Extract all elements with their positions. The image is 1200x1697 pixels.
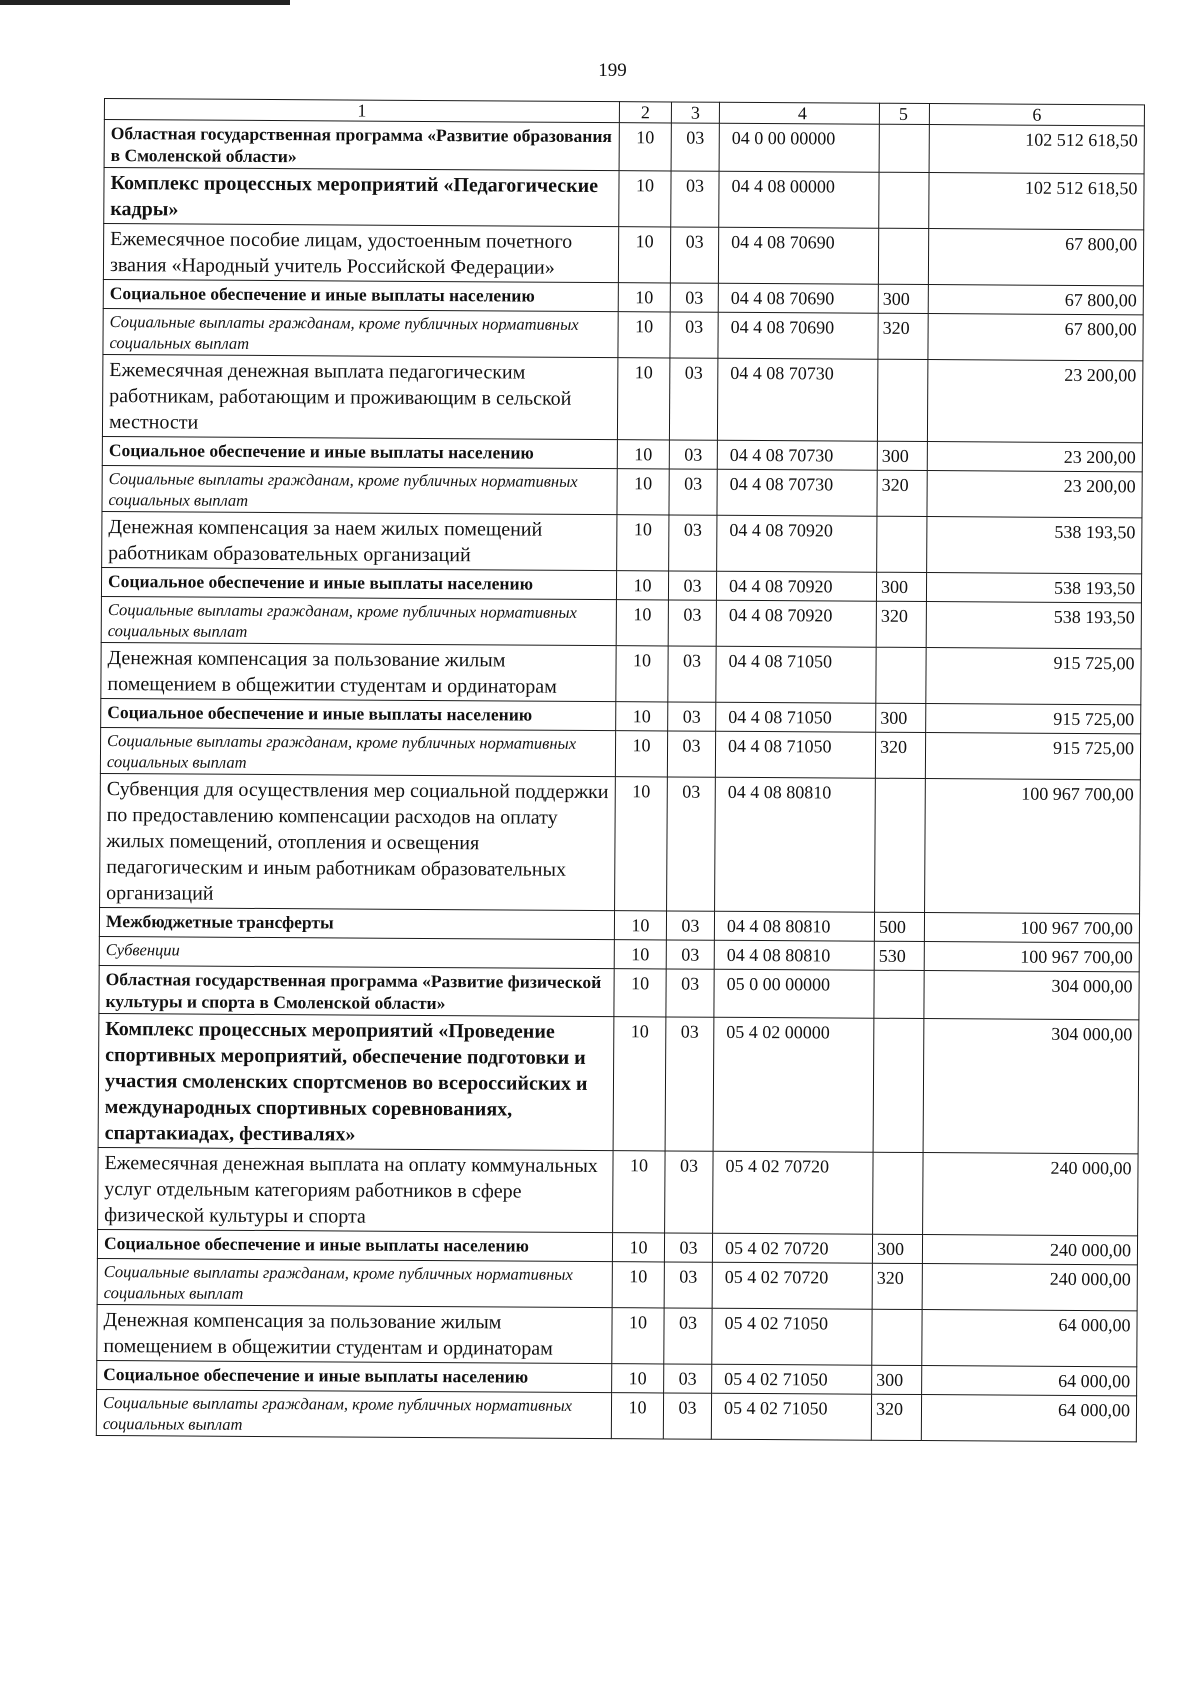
target-article-cell: 04 4 08 70920 [716, 600, 876, 647]
expense-type-cell [875, 778, 926, 912]
header-cell: 6 [929, 104, 1144, 126]
amount-cell: 23 200,00 [927, 471, 1142, 518]
row-name-cell: Социальное обеспечение и иные выплаты населению [102, 436, 617, 468]
amount-cell: 64 000,00 [921, 1395, 1136, 1442]
target-article-cell: 05 4 02 71050 [712, 1364, 872, 1394]
subsection-code-cell: 03 [669, 440, 717, 469]
expense-type-cell [878, 228, 928, 284]
target-article-cell: 05 4 02 70720 [712, 1233, 872, 1263]
table-row [97, 1258, 1137, 1310]
expense-type-cell: 320 [877, 470, 927, 516]
subsection-code-cell: 03 [664, 1364, 712, 1393]
expense-type-cell: 500 [874, 912, 924, 941]
row-name-cell: Областная государственная программа «Развитие образования в Смоленской области» [104, 120, 619, 171]
subsection-code-cell: 03 [663, 1393, 711, 1439]
row-name-cell: Социальные выплаты гражданам, кроме публичных нормативных социальных выплат [101, 596, 616, 645]
section-code-cell: 10 [616, 600, 668, 646]
table-row [98, 1147, 1138, 1235]
budget-table [96, 98, 1145, 1442]
subsection-code-cell: 03 [670, 227, 718, 283]
amount-cell: 538 193,50 [926, 573, 1141, 603]
expense-type-cell: 530 [874, 941, 924, 970]
section-code-cell: 10 [615, 731, 667, 777]
subsection-code-cell: 03 [671, 123, 719, 171]
amount-cell: 304 000,00 [924, 971, 1139, 1020]
amount-cell: 240 000,00 [923, 1153, 1138, 1236]
row-name-cell: Ежемесячная денежная выплата педагогическим работникам, работающим и проживающим в сельской местности [102, 354, 617, 439]
table-row [104, 168, 1144, 230]
target-article-cell: 04 4 08 70690 [718, 227, 878, 284]
header-cell: 5 [879, 103, 929, 124]
table-row [102, 511, 1142, 573]
table-row [103, 308, 1143, 360]
amount-cell: 240 000,00 [922, 1235, 1137, 1265]
header-cell: 1 [104, 99, 619, 123]
row-name-cell: Социальные выплаты гражданам, кроме публичных нормативных социальных выплат [96, 1389, 611, 1438]
section-code-cell: 10 [618, 312, 670, 358]
row-name-cell: Комплекс процессных мероприятий «Проведение спортивных мероприятий, обеспечение подготовки и участия смоленских спортсменов во всероссийских и международных спортивных соревнованиях, спартакиадах, фестивалях» [98, 1013, 614, 1150]
target-article-cell: 04 4 08 70920 [716, 571, 876, 601]
target-article-cell: 04 4 08 80810 [715, 777, 876, 912]
subsection-code-cell: 03 [669, 358, 718, 440]
amount-cell: 67 800,00 [928, 229, 1143, 286]
expense-type-cell: 300 [872, 1365, 922, 1394]
amount-cell: 100 967 700,00 [924, 913, 1139, 943]
expense-type-cell [872, 1309, 922, 1365]
section-code-cell: 10 [619, 123, 671, 171]
section-code-cell: 10 [618, 227, 670, 283]
row-name-cell: Денежная компенсация за пользование жилым помещением в общежитии студентам и ординаторам [97, 1304, 612, 1363]
subsection-code-cell: 03 [665, 1017, 714, 1151]
row-name-cell: Межбюджетные трансферты [99, 907, 614, 939]
target-article-cell: 04 4 08 70690 [718, 283, 878, 313]
section-code-cell: 10 [617, 469, 669, 515]
expense-type-cell: 320 [872, 1263, 922, 1309]
amount-cell: 67 800,00 [928, 285, 1143, 315]
expense-type-cell: 320 [878, 313, 928, 359]
table-row [103, 224, 1143, 286]
amount-cell: 538 193,50 [926, 602, 1141, 649]
section-code-cell: 10 [614, 940, 666, 969]
table-row [98, 1013, 1139, 1153]
amount-cell: 67 800,00 [928, 314, 1143, 361]
section-code-cell: 10 [611, 1393, 663, 1439]
row-name-cell: Областная государственная программа «Развитие физической культуры и спорта в Смоленской области» [99, 965, 614, 1016]
expense-type-cell: 300 [876, 572, 926, 601]
section-code-cell: 10 [613, 1151, 665, 1233]
table-row [97, 1304, 1137, 1366]
section-code-cell: 10 [616, 702, 668, 731]
table-row [102, 465, 1142, 517]
section-code-cell: 10 [618, 283, 670, 312]
table-row [96, 1389, 1136, 1441]
expense-type-cell: 300 [872, 1234, 922, 1263]
subsection-code-cell: 03 [669, 469, 717, 515]
header-cell: 2 [619, 102, 671, 123]
row-name-cell: Ежемесячная денежная выплата на оплату коммунальных услуг отдельным категориям работников в сфере физической культуры и спорта [98, 1147, 613, 1232]
subsection-code-cell: 03 [664, 1262, 712, 1308]
section-code-cell: 10 [612, 1262, 664, 1308]
row-name-cell: Социальное обеспечение и иные выплаты населению [97, 1229, 612, 1261]
section-code-cell: 10 [616, 646, 668, 702]
target-article-cell: 04 4 08 71050 [716, 702, 876, 732]
page-number: 199 [598, 60, 627, 81]
target-article-cell: 04 4 08 70730 [717, 440, 877, 470]
section-code-cell: 10 [617, 358, 669, 440]
amount-cell: 100 967 700,00 [925, 779, 1141, 914]
target-article-cell: 05 4 02 71050 [712, 1308, 872, 1365]
subsection-code-cell: 03 [670, 283, 718, 312]
table-row [100, 773, 1141, 913]
section-code-cell: 10 [614, 969, 666, 1017]
target-article-cell: 05 4 02 70720 [713, 1151, 873, 1234]
expense-type-cell: 300 [877, 441, 927, 470]
amount-cell: 64 000,00 [922, 1310, 1137, 1367]
row-name-cell: Ежемесячное пособие лицам, удостоенным почетного звания «Народный учитель Российской Федерации» [103, 224, 618, 283]
section-code-cell: 10 [617, 440, 669, 469]
expense-type-cell [877, 516, 927, 572]
header-cell: 4 [719, 102, 879, 124]
target-article-cell: 04 0 00 00000 [719, 123, 879, 172]
section-code-cell: 10 [612, 1233, 664, 1262]
row-name-cell: Социальное обеспечение и иные выплаты населению [103, 279, 618, 311]
target-article-cell: 04 4 08 70730 [717, 358, 877, 441]
row-name-cell: Социальные выплаты гражданам, кроме публичных нормативных социальных выплат [97, 1258, 612, 1307]
expense-type-cell: 320 [871, 1394, 921, 1440]
expense-type-cell [877, 359, 927, 441]
section-code-cell: 10 [617, 515, 669, 571]
expense-type-cell [874, 970, 924, 1018]
target-article-cell: 04 4 08 71050 [715, 731, 875, 778]
row-name-cell: Социальные выплаты гражданам, кроме публичных нормативных социальных выплат [102, 465, 617, 514]
amount-cell: 915 725,00 [925, 733, 1140, 780]
row-name-cell: Денежная компенсация за наем жилых помещений работникам образовательных организаций [102, 511, 617, 570]
table-row [102, 354, 1142, 442]
target-article-cell: 04 4 08 70690 [718, 312, 878, 359]
amount-cell: 100 967 700,00 [924, 942, 1139, 972]
table-row [101, 642, 1141, 704]
amount-cell: 102 512 618,50 [929, 125, 1144, 174]
row-name-cell: Комплекс процессных мероприятий «Педагогические кадры» [104, 168, 619, 227]
expense-type-cell: 320 [875, 732, 925, 778]
expense-type-cell: 300 [878, 284, 928, 313]
target-article-cell: 04 4 08 80810 [714, 911, 874, 941]
header-cell: 3 [671, 102, 719, 123]
section-code-cell: 10 [616, 571, 668, 600]
amount-cell: 304 000,00 [923, 1019, 1139, 1154]
subsection-code-cell: 03 [668, 646, 716, 702]
row-name-cell: Социальные выплаты гражданам, кроме публичных нормативных социальных выплат [100, 727, 615, 776]
amount-cell: 915 725,00 [926, 704, 1141, 734]
subsection-code-cell: 03 [664, 1308, 712, 1364]
budget-table-body [96, 99, 1144, 1442]
expense-type-cell [879, 124, 929, 172]
table-row [101, 596, 1141, 648]
subsection-code-cell: 03 [665, 1151, 714, 1233]
amount-cell: 240 000,00 [922, 1264, 1137, 1311]
row-name-cell: Социальное обеспечение и иные выплаты населению [101, 567, 616, 599]
target-article-cell: 05 4 02 70720 [712, 1262, 872, 1309]
expense-type-cell [873, 1152, 924, 1234]
subsection-code-cell: 03 [668, 600, 716, 646]
amount-cell: 64 000,00 [922, 1366, 1137, 1396]
amount-cell: 23 200,00 [927, 442, 1142, 472]
row-name-cell: Социальные выплаты гражданам, кроме публичных нормативных социальных выплат [103, 308, 618, 357]
subsection-code-cell: 03 [668, 571, 716, 600]
expense-type-cell [873, 1018, 924, 1152]
row-name-cell: Социальное обеспечение и иные выплаты населению [101, 698, 616, 730]
subsection-code-cell: 03 [668, 702, 716, 731]
target-article-cell: 05 0 00 00000 [714, 969, 874, 1018]
expense-type-cell: 320 [876, 601, 926, 647]
section-code-cell: 10 [612, 1308, 664, 1364]
table-row [104, 120, 1144, 174]
subsection-code-cell: 03 [666, 969, 714, 1017]
subsection-code-cell: 03 [664, 1233, 712, 1262]
amount-cell: 915 725,00 [926, 648, 1141, 705]
target-article-cell: 04 4 08 00000 [719, 171, 879, 228]
subsection-code-cell: 03 [667, 777, 716, 911]
section-code-cell: 10 [612, 1364, 664, 1393]
section-code-cell: 10 [615, 777, 668, 911]
subsection-code-cell: 03 [669, 515, 717, 571]
row-name-cell: Субвенция для осуществления мер социальной поддержки по предоставлению компенсации расходов на оплату жилых помещений, отопления и освещения педагогическим и иным работникам образовательных организаций [100, 773, 616, 910]
row-name-cell: Денежная компенсация за пользование жилым помещением в общежитии студентам и ординаторам [101, 642, 616, 701]
section-code-cell: 10 [613, 1017, 666, 1151]
target-article-cell: 04 4 08 80810 [714, 940, 874, 970]
target-article-cell: 04 4 08 70920 [717, 515, 877, 572]
row-name-cell: Субвенции [99, 936, 614, 968]
amount-cell: 102 512 618,50 [929, 173, 1144, 230]
subsection-code-cell: 03 [667, 731, 715, 777]
expense-type-cell [879, 172, 929, 228]
target-article-cell: 05 4 02 00000 [713, 1017, 874, 1152]
target-article-cell: 04 4 08 71050 [716, 646, 876, 703]
section-code-cell: 10 [619, 171, 671, 227]
row-name-cell: Социальное обеспечение и иные выплаты населению [97, 1360, 612, 1392]
expense-type-cell [876, 647, 926, 703]
target-article-cell: 04 4 08 70730 [717, 469, 877, 516]
subsection-code-cell: 03 [671, 171, 719, 227]
expense-type-cell: 300 [876, 703, 926, 732]
target-article-cell: 05 4 02 71050 [711, 1393, 871, 1440]
subsection-code-cell: 03 [666, 911, 714, 940]
amount-cell: 23 200,00 [927, 360, 1142, 443]
subsection-code-cell: 03 [666, 940, 714, 969]
amount-cell: 538 193,50 [927, 517, 1142, 574]
section-code-cell: 10 [614, 911, 666, 940]
table-row [100, 727, 1140, 779]
scan-edge-mark [0, 0, 290, 5]
subsection-code-cell: 03 [670, 312, 718, 358]
table-row [99, 965, 1139, 1019]
